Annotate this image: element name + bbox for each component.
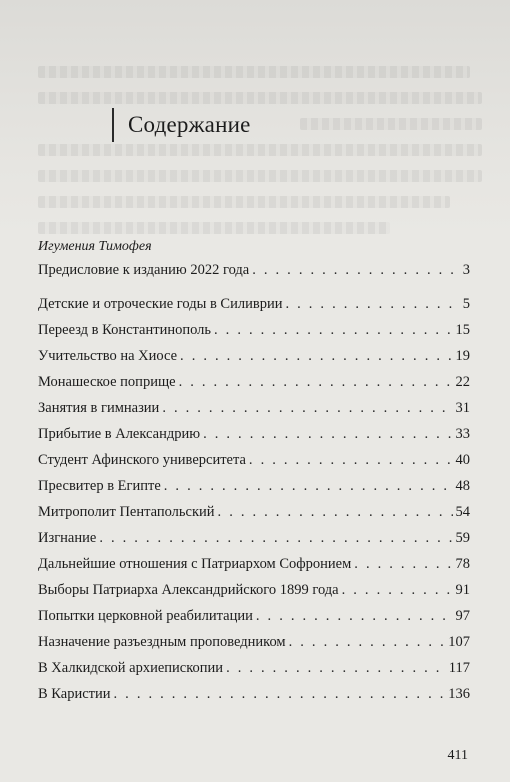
toc-entry-page: 40 [455, 452, 470, 468]
dot-leader [99, 530, 452, 547]
dot-leader [256, 608, 453, 625]
contents-heading [112, 108, 251, 142]
toc-entry[interactable] [38, 400, 470, 420]
dot-leader [226, 660, 446, 677]
toc-entry[interactable] [38, 634, 470, 654]
dot-leader [214, 322, 452, 339]
toc-entry-title: Митрополит Пентапольский [38, 504, 215, 520]
toc-entry[interactable] [38, 530, 470, 550]
toc-entry-title: Выборы Патриарха Александрийского 1899 года [38, 582, 339, 598]
toc-entry-title: Прибытие в Александрию [38, 426, 201, 442]
toc-entry[interactable] [38, 426, 470, 446]
toc-entry-page: 91 [455, 582, 470, 598]
dot-leader [285, 296, 459, 313]
toc-entry-title: Дальнейшие отношения с Патриархом Софронием [38, 556, 352, 572]
toc-entry[interactable] [38, 504, 470, 524]
dot-leader [203, 426, 452, 443]
toc-entry-title: Занятия в гимназии [38, 400, 160, 416]
toc-entry-title: Изгнание [38, 530, 97, 546]
toc-entry-title: Учительство на Хиосе [38, 348, 178, 364]
toc-entry-title: Назначение разъездным проповедником [38, 634, 286, 650]
toc-entry-page: 136 [448, 686, 470, 702]
section-author: Игумения Тимофея [38, 239, 152, 254]
toc-entry-title: Детские и отроческие годы в Силиврии [38, 296, 283, 312]
toc-entry-title: Студент Афинского университета [38, 452, 246, 468]
heading-rule [112, 108, 114, 142]
dot-leader [342, 582, 453, 599]
toc-entry-page: 19 [455, 348, 470, 364]
dot-leader [162, 400, 452, 417]
toc-entry-page: 22 [455, 374, 470, 390]
toc-entry[interactable] [38, 348, 470, 368]
toc-entry[interactable] [38, 478, 470, 498]
toc-entry[interactable] [38, 608, 470, 628]
page-title: Содержание [128, 112, 251, 137]
toc-entry-title: Переезд в Константинополь [38, 322, 212, 338]
toc-entry[interactable] [38, 556, 470, 576]
toc-entry-page: 31 [455, 400, 470, 416]
ghost-line [38, 222, 390, 234]
toc-entry-page: 15 [455, 322, 470, 338]
ghost-line [38, 92, 482, 104]
toc-entry[interactable] [38, 452, 470, 472]
toc-entry[interactable] [38, 374, 470, 394]
dot-leader [218, 504, 453, 521]
toc-entry-title: В Халкидской архиепископии [38, 660, 224, 676]
dot-leader [114, 686, 446, 703]
page-number: 411 [447, 748, 468, 763]
toc-entry[interactable] [38, 582, 470, 602]
toc-entry-title: Монашеское поприще [38, 374, 176, 390]
toc-entry-page: 107 [448, 634, 470, 650]
toc-entry-title: Попытки церковной реабилитации [38, 608, 253, 624]
toc-entry-page: 97 [455, 608, 470, 624]
dot-leader [289, 634, 446, 651]
toc-entry[interactable] [38, 686, 470, 706]
dot-leader [179, 374, 453, 391]
bleed-through-area [0, 0, 510, 236]
ghost-line [38, 144, 482, 156]
dot-leader [249, 452, 453, 469]
ghost-line [38, 196, 450, 208]
ghost-line [300, 118, 482, 130]
toc-entry[interactable] [38, 322, 470, 342]
toc-entry-page: 59 [455, 530, 470, 546]
toc-entry[interactable] [38, 660, 470, 680]
ghost-line [38, 170, 482, 182]
toc-entry-title: Пресвитер в Египте [38, 478, 161, 494]
dot-leader [180, 348, 452, 365]
toc-entry-page: 48 [455, 478, 470, 494]
toc-entry-page: 5 [462, 296, 470, 312]
toc-entry-page: 3 [462, 262, 470, 278]
toc-entry-page: 54 [455, 504, 470, 520]
toc-entry-page: 78 [455, 556, 470, 572]
toc-entry-title: В Каристии [38, 686, 111, 702]
toc-entry[interactable] [38, 296, 470, 316]
toc-entry-title: Предисловие к изданию 2022 года [38, 262, 250, 278]
dot-leader [164, 478, 453, 495]
toc-entry-page: 33 [455, 426, 470, 442]
toc-entry[interactable] [38, 262, 470, 282]
ghost-line [38, 66, 470, 78]
dot-leader [252, 262, 460, 279]
dot-leader [354, 556, 452, 573]
toc-entry-page: 117 [448, 660, 470, 676]
